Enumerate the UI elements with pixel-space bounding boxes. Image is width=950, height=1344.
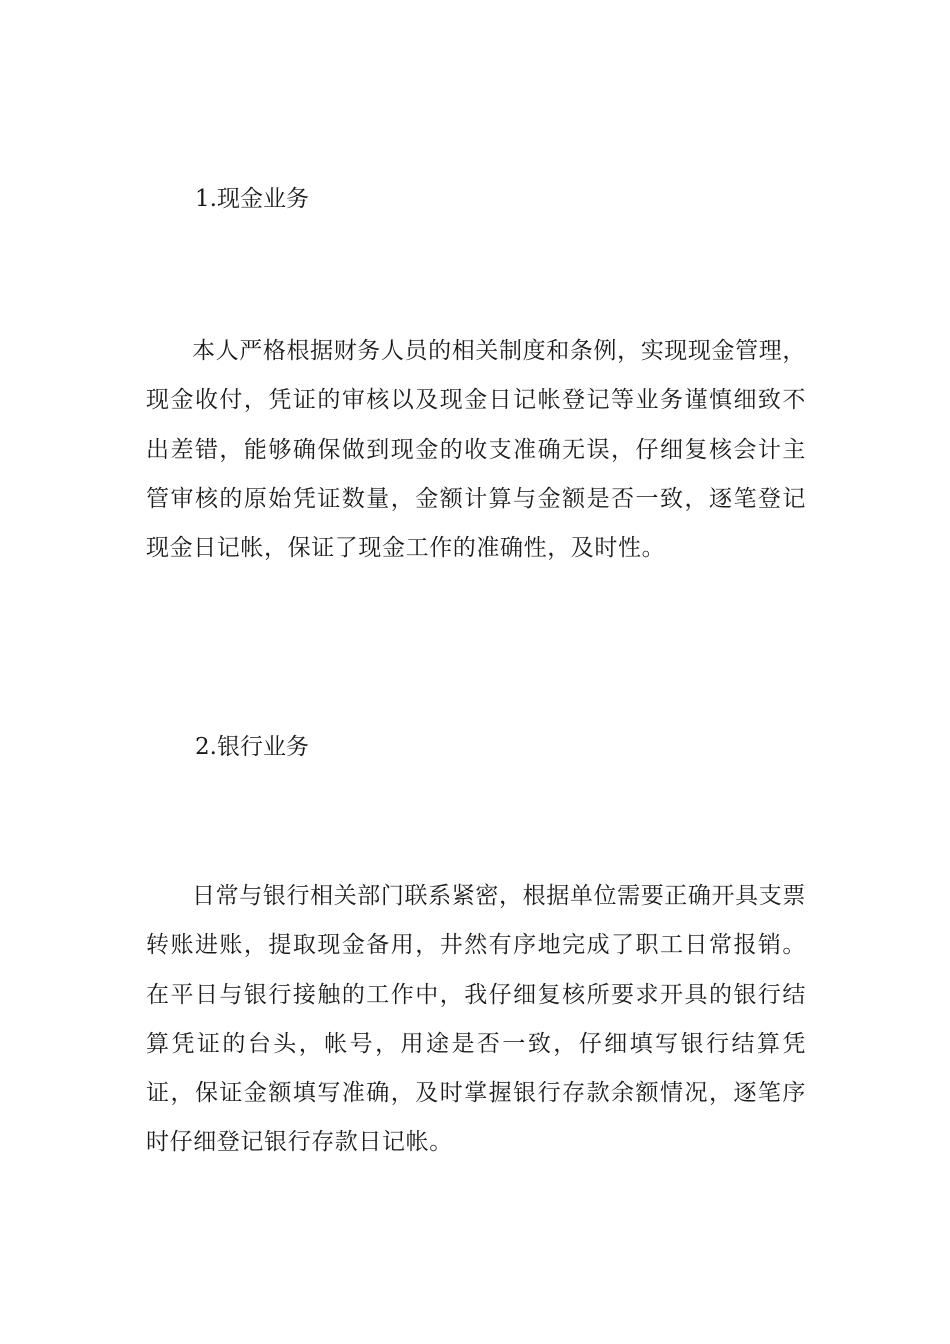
section-heading-cash: 1.现金业务 (195, 186, 309, 212)
section-paragraph-bank: 日常与银行相关部门联系紧密，根据单位需要正确开具支票转账进账，提取现金备用，井然有序地完成了职工日常报销。在平日与银行接触的工作中，我仔细复核所要求开具的银行结算凭证的台头，帐号，用途是否一致，仔细填写银行结算凭证，保证金额填写准确，及时掌握银行存款余额情况，逐笔序时仔细登记银行存款日记帐。 (146, 883, 806, 1156)
section-heading-bank: 2.银行业务 (195, 734, 309, 760)
section-paragraph-cash: 本人严格根据财务人员的相关制度和条例，实现现金管理，现金收付，凭证的审核以及现金日记帐登记等业务谨慎细致不出差错，能够确保做到现金的收支准确无误，仔细复核会计主管审核的原始凭证数量，金额计算与金额是否一致，逐笔登记现金日记帐，保证了现金工作的准确性，及时性。 (146, 338, 806, 562)
